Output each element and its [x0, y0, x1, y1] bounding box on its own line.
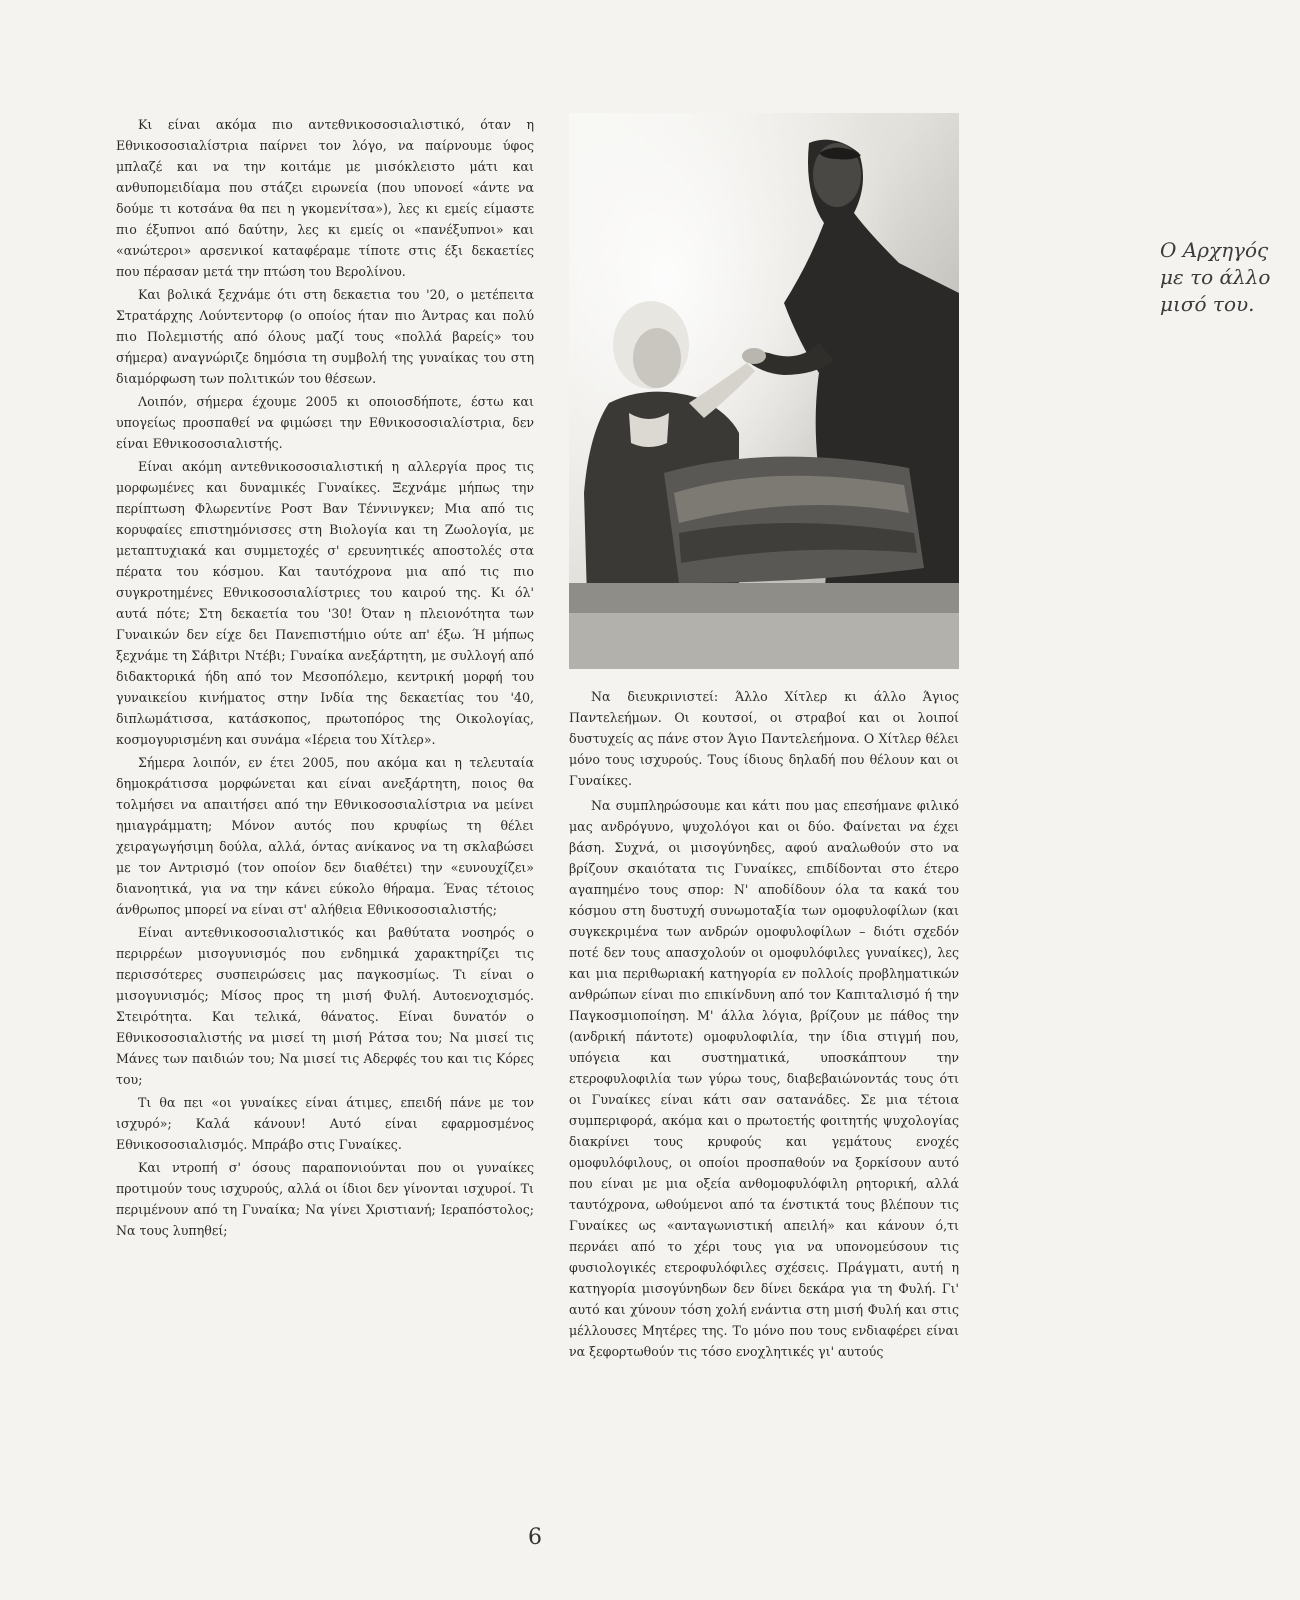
left-text-column — [116, 114, 534, 1241]
paragraph: Λοιπόν, σήμερα έχουμε 2005 κι οποιοσδήποτε, έστω και υπογείως προσπαθεί να φιμώσει την Εθνικοσοσιαλίστρια, δεν είναι Εθνικοσοσιαλιστής. — [116, 394, 534, 451]
photo-caption — [1160, 237, 1300, 318]
photo-illustration — [569, 113, 959, 669]
page-number: 6 — [528, 1525, 542, 1550]
paragraph: Κι είναι ακόμα πιο αντεθνικοσοσιαλιστικό, όταν η Εθνικοσοσιαλίστρια παίρνει τον λόγο, να παίρνουμε ύφος μπλαζέ και να την κοιτάμε με μισόκλειστο μάτι και ανθυπομειδίαμα που στάζει ειρωνεία (που υπονοεί «άντε να δούμε τι κοτσάνα θα πει η γκομενίτσα»), λες κι εμείς είμαστε πιο έξυπνοι από δαύτην, λες κι εμείς οι «πανέξυπνοι» και «ανώτεροι» αρσενικοί καταφέραμε τίποτε στις έξι δεκαετίες που πέρασαν μετά την πτώση του Βερολίνου. — [116, 117, 534, 279]
caption-line: Ο Αρχηγός — [1160, 238, 1269, 262]
paragraph: Είναι αντεθνικοσοσιαλιστικός και βαθύτατα νοσηρός ο περιρρέων μισογυνισμός που ενδημικά χαρακτηρίζει τις περισσότερες συσπειρώσεις μας παγκοσμίως. Τι είναι ο μισογυνισμός; Μίσος προς τη μισή Φυλή. Αυτοενοχισμός. Στειρότητα. Και τελικά, θάνατος. Είναι δυνατόν ο Εθνικοσοσιαλιστής να μισεί τη μισή Ράτσα του; Να μισεί τις Μάνες των παιδιών του; Να μισεί τις Αδερφές του και τις Κόρες του; — [116, 925, 534, 1087]
caption-line: μισό του. — [1160, 292, 1255, 316]
photograph — [569, 113, 1271, 669]
paragraph: Να συμπληρώσουμε και κάτι που μας επεσήμανε φιλικό μας ανδρόγυνο, ψυχολόγοι και οι δύο. Φαίνεται να έχει βάση. Συχνά, οι μισογύνηδες, αφού αναλωθούν στο να βρίζουν σκαιότατα τις Γυναίκες, επιδίδονται στο έτερο αγαπημένο τους σπορ: Ν' αποδίδουν όλα τα κακά του κόσμου στη δυστυχή συνωμοταξία των ομοφυλοφίλων (και συγκεκριμένα των ανδρών ομοφυλοφίλων – διότι σχεδόν ποτέ δεν τους απασχολούν οι ομοφυλόφιλες γυναίκες), λες και μια περιθωριακή κατηγορία εν πολλοίς προβληματικών ανθρώπων είναι πιο επικίνδυνη από τον Καπιταλισμό ή την Παγκοσμιοποίηση. Μ' άλλα λόγια, βρίζουν με πάθος την (ανδρική πάντοτε) ομοφυλοφιλία, την ίδια στιγμή που, υπόγεια και συστηματικά, υποσκάπτουν την ετεροφυλοφιλία των γύρω τους, διαβεβαιώνοντάς τους ότι οι Γυναίκες είναι κάτι σαν σατανάδες. Σε μια τέτοια συμπεριφορά, ακόμα και ο πρωτοετής φοιτητής ψυχολογίας διακρίνει τους κρυφούς και γεμάτους ενοχές ομοφυλόφιλους, οι οποίοι προσπαθούν να ξορκίσουν αυτό που είναι με μια οξεία ανθομοφυλόφιλη ρητορική, αλλά ταυτόχρονα, ωθούμενοι από τα ένστικτά τους βλέπουν τις Γυναίκες ως «ανταγωνιστική απειλή» και κάνουν ό,τι περνάει από το χέρι τους για να υπονομεύσουν τις φυσιολογικές ετεροφυλόφιλες σχέσεις. Πράγματι, αυτή η κατηγορία μισογύνηδων δεν δίνει δεκάρα για τη Φυλή. Γι' αυτό και χύνουν τόση χολή ενάντια στη μισή Φυλή και στις μέλλουσες Μητέρες της. Το μόνο που τους ενδιαφέρει είναι να ξεφορτωθούν τις τόσο ενοχλητικές γι' αυτούς — [569, 798, 959, 1359]
paragraph: Και ντροπή σ' όσους παραπονιούνται που οι γυναίκες προτιμούν τους ισχυρούς, αλλά οι ίδιοι δεν γίνονται ισχυροί. Τι περιμένουν από τη Γυναίκα; Να γίνει Χριστιανή; Ιεραπόστολος; Να τους λυπηθεί; — [116, 1160, 534, 1238]
paragraph: Να διευκρινιστεί: Άλλο Χίτλερ κι άλλο Άγιος Παντελεήμων. Οι κουτσοί, οι στραβοί και οι λοιποί δυστυχείς ας πάνε στον Άγιο Παντελεήμονα. Ο Χίτλερ θέλει μόνο τους ισχυρούς. Τους ίδιους δηλαδή που θέλουν και οι Γυναίκες. — [569, 689, 959, 788]
paragraph: Σήμερα λοιπόν, εν έτει 2005, που ακόμα και η τελευταία δημοκράτισσα μορφώνεται και είναι ανεξάρτητη, ποιος θα τολμήσει να απαιτήσει από την Εθνικοσοσιαλίστρια να μείνει ημιαγράμματη; Μόνον αυτός που κρυφίως τη θέλει χειραγωγήσιμη δούλα, αλλά, όντας ανίκανος να τη σκλαβώσει με τον Αντρισμό (τον οποίον δεν διαθέτει) την «ευνουχίζει» διανοητικά, για να την κάνει εύκολο θήραμα. Ένας τέτοιος άνθρωπος μπορεί να είναι στ' αλήθεια Εθνικοσοσιαλιστής; — [116, 755, 534, 917]
right-text-column — [569, 686, 959, 1362]
paragraph: Τι θα πει «οι γυναίκες είναι άτιμες, επειδή πάνε με τον ισχυρό»; Καλά κάνουν! Αυτό είναι εφαρμοσμένος Εθνικοσοσιαλισμός. Μπράβο στις Γυναίκες. — [116, 1095, 534, 1152]
paragraph: Είναι ακόμη αντεθνικοσοσιαλιστική η αλλεργία προς τις μορφωμένες και δυναμικές Γυναίκες. Ξεχνάμε μήπως την περίπτωση Φλωρεντίνε Ροστ Βαν Τέννινγκεν; Μια από τις κορυφαίες επιστημόνισσες στη Βιολογία και τη Ζωολογία, με μεταπτυχιακά και συμμετοχές σ' ερευνητικές αποστολές στα πέρατα του κόσμου. Και ταυτόχρονα μια από τις πιο συγκροτημένες Εθνικοσοσιαλίστριες του καιρού της. Κι όλ' αυτά πότε; Στη δεκαετία του '30! Όταν η πλειονότητα των Γυναικών δεν είχε δει Πανεπιστήμιο ούτε απ' έξω. Ή μήπως ξεχνάμε τη Σάβιτρι Ντέβι; Γυναίκα ανεξάρτητη, με συλλογή από διδακτορικά ήδη από τον Μεσοπόλεμο, κεντρική μορφή του γυναικείου κινήματος στην Ινδία της δεκαετίας του '40, διπλωμάτισσα, κατάσκοπος, πρωτοπόρος της Οικολογίας, κοσμογυρισμένη και συνάμα «Ιέρεια του Χίτλερ». — [116, 459, 534, 747]
paragraph: Και βολικά ξεχνάμε ότι στη δεκαετια του '20, ο μετέπειτα Στρατάρχης Λούντεντορφ (ο οποίος ήταν πιο Άντρας και πολύ πιο Πολεμιστής από όλους μαζί τους «πολλά βαρείς» του σήμερα) αναγνώριζε δημόσια τη συμβολή της γυναίκας του στη διαμόρφωση των πολιτικών του θέσεων. — [116, 287, 534, 386]
caption-line: με το άλλο — [1160, 265, 1271, 289]
